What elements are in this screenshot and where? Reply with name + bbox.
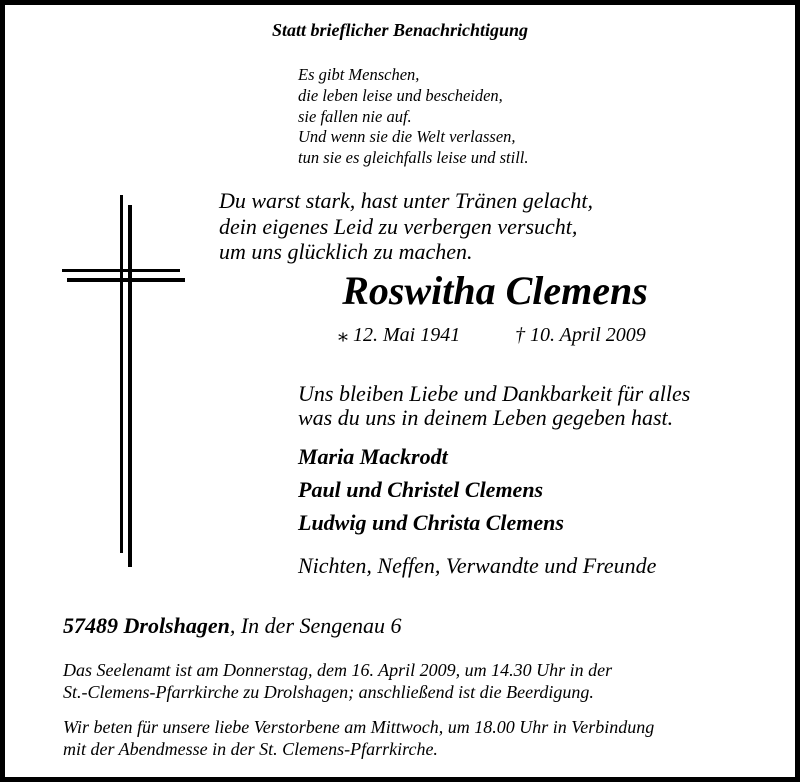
verse-line: Du warst stark, hast unter Tränen gelacht, <box>219 188 594 213</box>
poem-line: sie fallen nie auf. <box>298 107 412 126</box>
mourner-name: Maria Mackrodt <box>298 444 448 469</box>
poem-line: Es gibt Menschen, <box>298 65 420 84</box>
poem-line: die leben leise und bescheiden, <box>298 86 503 105</box>
verse-line: um uns glücklich zu machen. <box>219 239 473 264</box>
info-line: Das Seelenamt ist am Donnerstag, dem 16. April 2009, um 14.30 Uhr in der <box>63 660 613 680</box>
info-line: St.-Clemens-Pfarrkirche zu Drolshagen; anschließend ist die Beerdigung. <box>63 682 594 702</box>
mourner-name: Paul und Christel Clemens <box>298 477 544 502</box>
address-street: , In der Sengenau 6 <box>229 613 402 638</box>
address <box>63 615 402 637</box>
dedication-line: Uns bleiben Liebe und Dankbarkeit für alles <box>298 381 691 406</box>
info-line: mit der Abendmesse in der St. Clemens-Pfarrkirche. <box>63 739 438 759</box>
mourner-name: Ludwig und Christa Clemens <box>298 510 564 535</box>
notice-header: Statt brieflicher Benachrichtigung <box>271 20 529 40</box>
dedication-line: was du uns in deinem Leben gegeben hast. <box>298 405 674 430</box>
deceased-name: Roswitha Clemens <box>342 268 648 313</box>
poem-line: Und wenn sie die Welt verlassen, <box>298 127 516 146</box>
death-date: † 10. April 2009 <box>515 324 646 346</box>
birth-date: ⁎ 12. Mai 1941 <box>338 324 461 346</box>
address-city: 57489 Drolshagen <box>63 613 230 638</box>
verse-line: dein eigenes Leid zu verbergen versucht, <box>219 214 578 239</box>
info-line: Wir beten für unsere liebe Verstorbene am Mittwoch, um 18.00 Uhr in Verbindung <box>63 717 655 737</box>
other-mourners: Nichten, Neffen, Verwandte und Freunde <box>298 553 657 578</box>
poem-line: tun sie es gleichfalls leise und still. <box>298 148 529 167</box>
